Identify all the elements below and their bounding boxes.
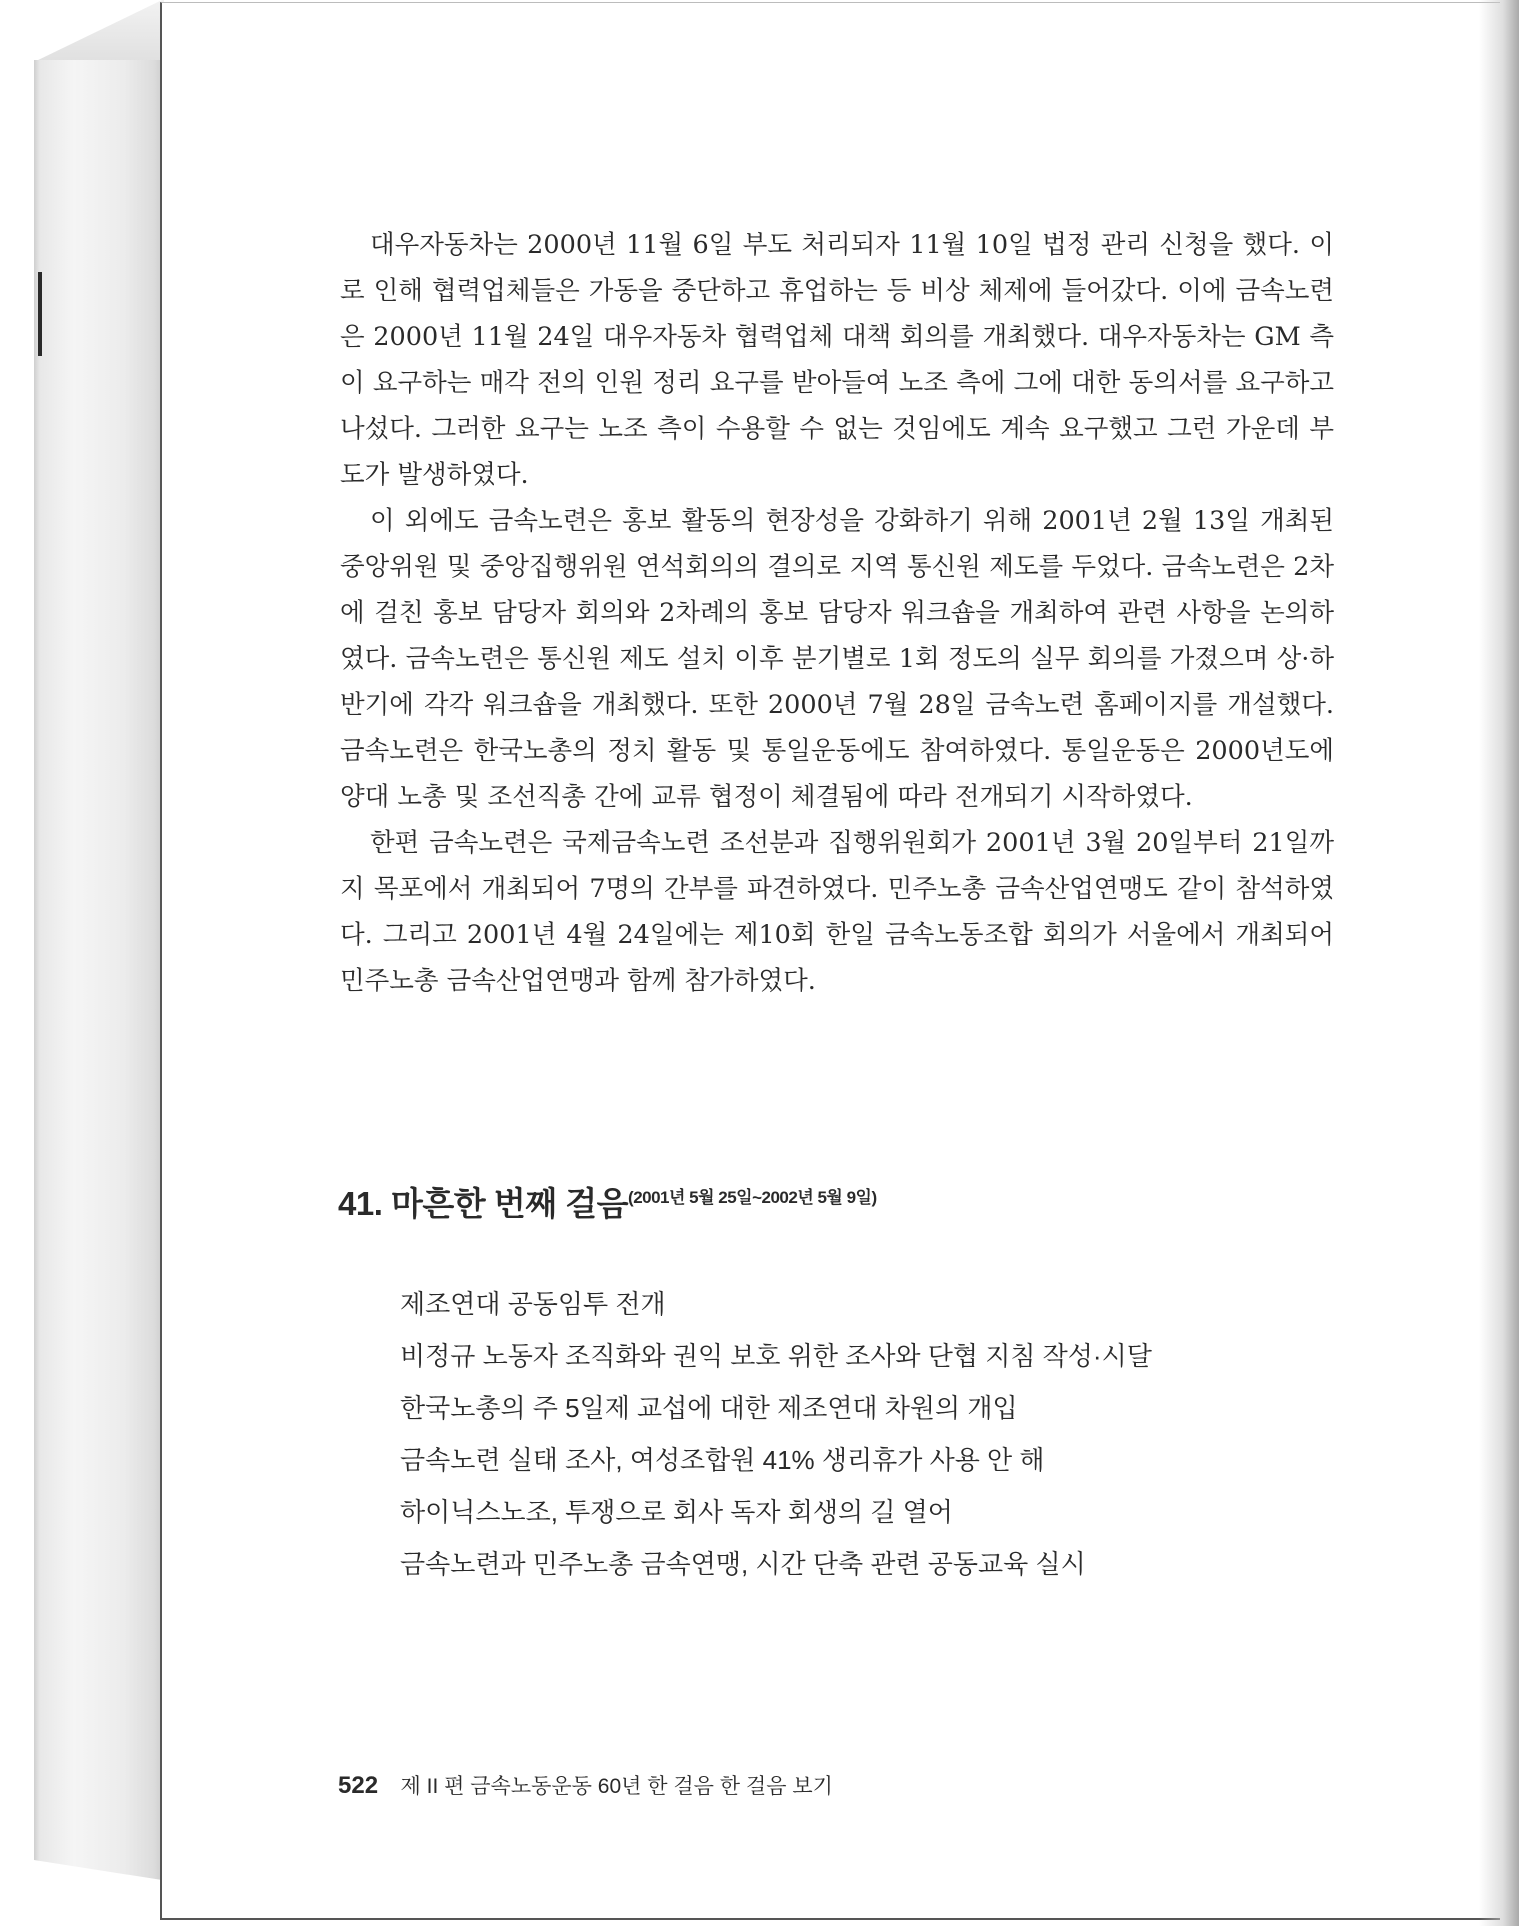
page-footer: [338, 1770, 833, 1800]
section-heading: [338, 1178, 877, 1225]
book-top-edge: [34, 0, 164, 62]
list-item: 비정규 노동자 조직화와 권익 보호 위한 조사와 단협 지침 작성·시달: [400, 1341, 1152, 1371]
section-title: 41. 마흔한 번째 걸음: [338, 1185, 629, 1222]
paragraph: 이 외에도 금속노련은 홍보 활동의 현장성을 강화하기 위해 2001년 2월 13일 개최된 중앙위원 및 중앙집행위원 연석회의의 결의로 지역 통신원 제도를 두었다. 금속노련은 2차에 걸친 홍보 담당자 회의와 2차례의 홍보 담당자 워크숍을 개최하여 관련 사항을 논의하였다. 금속노련은 통신원 제도 설치 이후 분기별로 1회 정도의 실무 회의를 가졌으며 상·하반기에 각각 워크숍을 개최했다. 또한 2000년 7월 28일 금속노련 홈페이지를 개설했다. 금속노련은 한국노총의 정치 활동 및 통일운동에도 참여하였다. 통일운동은 2000년도에 양대 노총 및 조선직총 간에 교류 협정이 체결됨에 따라 전개되기 시작하였다.: [340, 506, 1334, 812]
running-title: 제 II 편 금속노동운동 60년 한 걸음 한 걸음 보기: [400, 1775, 833, 1798]
paragraph: 대우자동차는 2000년 11월 6일 부도 처리되자 11월 10일 법정 관리 신청을 했다. 이로 인해 협력업체들은 가동을 중단하고 휴업하는 등 비상 체제에 들어갔다. 이에 금속노련은 2000년 11월 24일 대우자동차 협력업체 대책 회의를 개최했다. 대우자동차는 GM 측이 요구하는 매각 전의 인원 정리 요구를 받아들여 노조 측에 그에 대한 동의서를 요구하고 나섰다. 그러한 요구는 노조 측이 수용할 수 없는 것임에도 계속 요구했고 그런 가운데 부도가 발생하였다.: [340, 230, 1334, 490]
body-text: [340, 222, 1334, 1004]
list-item: 한국노총의 주 5일제 교섭에 대한 제조연대 차원의 개입: [400, 1393, 1018, 1423]
list-item: 금속노련 실태 조사, 여성조합원 41% 생리휴가 사용 안 해: [400, 1445, 1045, 1475]
page-number: 522: [338, 1772, 379, 1799]
topic-list: [400, 1278, 1152, 1590]
section-period: (2001년 5월 25일~2002년 5월 9일): [628, 1188, 877, 1207]
paragraph: 한편 금속노련은 국제금속노련 조선분과 집행위원회가 2001년 3월 20일부터 21일까지 목포에서 개최되어 7명의 간부를 파견하였다. 민주노총 금속산업연맹도 같이 참석하였다. 그리고 2001년 4월 24일에는 제10회 한일 금속노동조합 회의가 서울에서 개최되어 민주노총 금속산업연맹과 함께 참가하였다.: [340, 828, 1334, 996]
spine-marker: [38, 272, 42, 356]
list-item: 하이닉스노조, 투쟁으로 회사 독자 회생의 길 열어: [400, 1497, 953, 1527]
page-shadow: [1479, 0, 1519, 1926]
book-page-edges: [34, 60, 162, 1880]
list-item: 제조연대 공동임투 전개: [400, 1289, 666, 1319]
list-item: 금속노련과 민주노총 금속연맹, 시간 단축 관련 공동교육 실시: [400, 1549, 1086, 1579]
